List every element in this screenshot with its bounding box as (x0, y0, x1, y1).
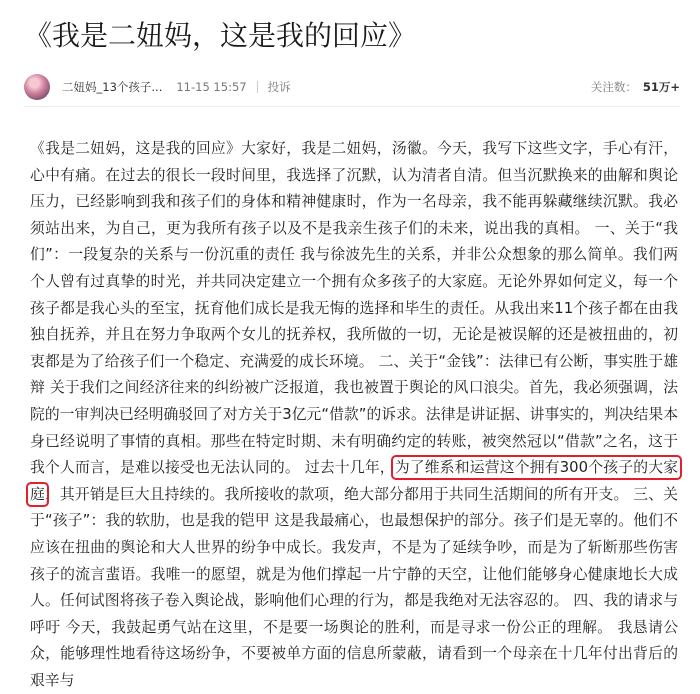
article-meta (24, 70, 680, 104)
article-body (30, 136, 678, 694)
followers-label: 关注数： (590, 80, 637, 94)
author-name[interactable]: 二妞妈_13个孩子... (62, 80, 163, 94)
report-button[interactable]: 投诉 (267, 80, 291, 94)
body-part-2: ，其开销是巨大且持续的。我所接收的款项，绝大部分都用于共同生活期间的所有开支。 三、关于“孩子”：我的软肋，也是我的铠甲 这是我最痛心，也最想保护的部分。孩子们是无辜的。他们不应该在扭曲的舆论和大人世界的纷争中成长。我发声，不是为了延续争吵，而是为了斩断那些伤害孩子的流言蜚语。我唯一的愿望，就是为他们撑起一片宁静的天空，让他们能够身心健康地长大成人。任何试图将孩子卷入舆论战，影响他们心理的行为，都是我绝对无法容忍的。 四、我的请求与呼吁 今天，我鼓起勇气站在这里，不是要一场舆论的胜利，而是寻求一份公正的理解。 我恳请公众，能够理性地看待这场纷争，不要被单方面的信息所蒙蔽，请看到一个母亲在十几年付出背后的艰辛与 (30, 485, 678, 689)
avatar[interactable] (24, 74, 50, 100)
header-divider (24, 106, 680, 107)
meta-separator (257, 81, 258, 93)
body-part-1: 《我是二妞妈，这是我的回应》大家好，我是二妞妈，汤徽。今天，我写下这些文字，手心有汗，心中有痛。在过去的很长一段时间里，我选择了沉默，认为清者自清。但当沉默换来的曲解和舆论压力，已经影响到我和孩子们的身体和精神健康时，作为一名母亲，我不能再躲藏继续沉默。我必须站出来，为自己，更为我所有孩子以及不是我亲生孩子们的未来，说出我的真相。 一、关于“我们”：一段复杂的关系与一份沉重的责任 我与徐波先生的关系，并非公众想象的那么简单。我们两个人曾有过真挚的时光，并共同决定建立一个拥有众多孩子的大家庭。无论外界如何定义，每一个孩子都是我心头的至宝，抚育他们成长是我无悔的选择和毕生的责任。从我出来11个孩子都在由我独自抚养，并且在努力争取两个女儿的抚养权，我所做的一切，无论是被误解的还是被扭曲的，初衷都是为了给孩子们一个稳定、充满爱的成长环境。 二、关于“金钱”：法律已有公断，事实胜于雄辩 关于我们之间经济往来的纠纷被广泛报道，我也被置于舆论的风口浪尖。首先，我必须强调，法院的一审判决已经明确驳回了对方关于3亿元“借款”的诉求。法律是讲证据、讲事实的，判决结果本身已经说明了事情的真相。那些在特定时期、未有明确约定的转账，被突然冠以“借款”之名，这于我个人而言，是难以接受也无法认同的。 过去十几年， (30, 140, 678, 477)
highlighted-sentence: 为了维系和运营这个拥有300个孩子的大家庭 (30, 459, 678, 503)
article-title: 《我是二妞妈，这是我的回应》 (24, 19, 417, 52)
publish-time: 11-15 15:57 (176, 80, 247, 94)
followers-count: 51万+ (642, 80, 680, 94)
